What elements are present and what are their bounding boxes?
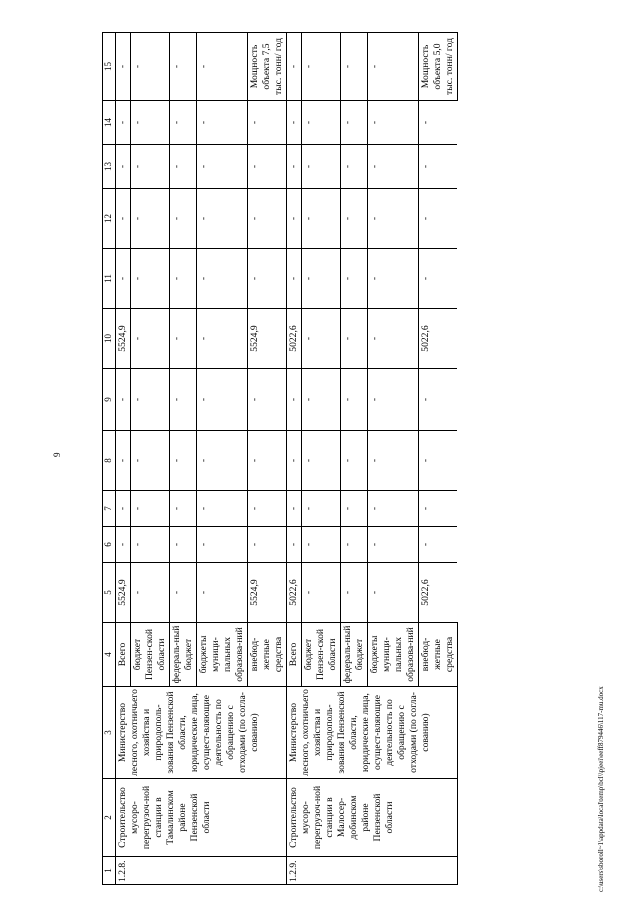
column-number: 9 [103,369,116,431]
amount-cell: - [116,431,131,491]
amount-cell: - [301,101,340,145]
amount-cell: - [418,189,457,249]
column-number: 14 [103,101,116,145]
column-number: 5 [103,563,116,623]
column-number: 12 [103,189,116,249]
funding-source: бюджеты муници-пальных образова-ний [196,623,247,687]
amount-cell: - [130,431,169,491]
amount-cell: - [169,309,196,369]
column-number: 11 [103,249,116,309]
amount-cell: - [301,491,340,527]
target-indicator: - [286,33,301,101]
amount-cell: - [301,563,340,623]
amount-cell: - [340,101,367,145]
amount-cell: 5524,9 [247,309,286,369]
amount-cell: - [418,431,457,491]
amount-cell: - [367,309,418,369]
amount-cell: - [247,189,286,249]
amount-cell: 5524,9 [116,309,131,369]
column-number: 3 [103,687,116,779]
amount-cell: - [247,145,286,189]
amount-cell: 5022,6 [418,563,457,623]
amount-cell: - [116,369,131,431]
activity-number: 1.2.9. [286,857,457,885]
funding-source: внебюд-жетные средства [247,623,286,687]
program-activities-table [102,32,458,885]
target-indicator: - [130,33,169,101]
column-number: 15 [103,33,116,101]
column-number: 7 [103,491,116,527]
target-indicator: - [116,33,131,101]
amount-cell: - [340,491,367,527]
column-number: 6 [103,527,116,563]
amount-cell: - [367,189,418,249]
column-number-row [103,33,116,885]
funding-source: Всего [116,623,131,687]
funding-source: бюджет Пензен-ской области [301,623,340,687]
amount-cell: - [340,145,367,189]
amount-cell: - [301,431,340,491]
amount-cell: - [367,145,418,189]
column-number: 1 [103,857,116,885]
amount-cell: - [130,249,169,309]
amount-cell: - [301,369,340,431]
amount-cell: - [196,491,247,527]
amount-cell: - [367,491,418,527]
amount-cell: - [169,491,196,527]
amount-cell: - [367,527,418,563]
funding-source: федераль-ный бюджет [340,623,367,687]
amount-cell: - [418,527,457,563]
activity-name: Строительство мусоро-перегрузоч-ной станции в Тамалинском районе Пензенской области [116,779,287,857]
amount-cell: - [169,369,196,431]
amount-cell: - [418,369,457,431]
funding-source: бюджет Пензен-ской области [130,623,169,687]
amount-cell: - [116,145,131,189]
amount-cell: - [130,189,169,249]
amount-cell: - [130,309,169,369]
amount-cell: - [286,527,301,563]
amount-cell: - [130,369,169,431]
amount-cell: - [301,145,340,189]
amount-cell: - [130,101,169,145]
amount-cell: - [116,249,131,309]
amount-cell: 5524,9 [116,563,131,623]
amount-cell: - [116,491,131,527]
file-path-footer: c:\users\sboroll~1\appdata\local\temp\bcl\\pjeei\eeff879446\117-mu.docx [597,686,605,892]
amount-cell: - [367,431,418,491]
amount-cell: - [196,527,247,563]
amount-cell: - [418,101,457,145]
amount-cell: - [116,189,131,249]
funding-source: Всего [286,623,301,687]
amount-cell: - [130,527,169,563]
amount-cell: - [340,431,367,491]
amount-cell: - [340,249,367,309]
amount-cell: - [340,563,367,623]
column-number: 2 [103,779,116,857]
amount-cell: - [301,527,340,563]
funding-source: внебюд-жетные средства [418,623,457,687]
table-row [116,33,131,885]
column-number: 10 [103,309,116,369]
column-number: 8 [103,431,116,491]
amount-cell: - [286,101,301,145]
amount-cell: - [301,189,340,249]
amount-cell: - [286,145,301,189]
amount-cell: - [367,369,418,431]
amount-cell: - [286,249,301,309]
amount-cell: - [196,249,247,309]
amount-cell: - [247,491,286,527]
amount-cell: - [247,101,286,145]
amount-cell: - [340,527,367,563]
amount-cell: - [130,491,169,527]
amount-cell: - [367,249,418,309]
amount-cell: - [247,249,286,309]
amount-cell: - [367,101,418,145]
amount-cell: - [340,309,367,369]
amount-cell: - [196,431,247,491]
table-body [103,33,458,885]
capacity-indicator: Мощность объекта 7,5 тыс. тонн/ год [247,33,286,101]
amount-cell: - [169,249,196,309]
amount-cell: - [169,527,196,563]
capacity-indicator: Мощность объекта 5,0 тыс. тонн/ год [418,33,457,101]
amount-cell: 5524,9 [247,563,286,623]
amount-cell: - [196,369,247,431]
amount-cell: - [247,431,286,491]
amount-cell: - [116,527,131,563]
funding-source: бюджеты муници-пальных образова-ний [367,623,418,687]
amount-cell: - [340,189,367,249]
column-number: 4 [103,623,116,687]
amount-cell: 5022,6 [418,309,457,369]
activity-number: 1.2.8. [116,857,287,885]
table-row [286,33,301,885]
amount-cell: - [286,189,301,249]
amount-cell: - [196,145,247,189]
amount-cell: - [169,145,196,189]
amount-cell: - [169,101,196,145]
target-indicator: - [301,33,340,101]
amount-cell: - [169,189,196,249]
column-number: 13 [103,145,116,189]
amount-cell: - [301,309,340,369]
amount-cell: - [196,189,247,249]
target-indicator: - [367,33,418,101]
funding-source: федераль-ный бюджет [169,623,196,687]
amount-cell: - [418,249,457,309]
target-indicator: - [340,33,367,101]
amount-cell: - [196,101,247,145]
amount-cell: - [418,145,457,189]
amount-cell: - [286,431,301,491]
page-number: 9 [52,452,62,457]
amount-cell: - [301,249,340,309]
amount-cell: 5022,6 [286,309,301,369]
amount-cell: - [367,563,418,623]
activity-name: Строительство мусоро-перегрузоч-ной станции в Малосер-добинском районе Пензенской области [286,779,457,857]
amount-cell: - [130,145,169,189]
amount-cell: - [247,369,286,431]
target-indicator: - [169,33,196,101]
responsible-executor: Министерство лесного, охотничьего хозяйства и природополь-зования Пензенской области, юридические лица, осущест-вляющие деятельность по обращению с отходами (по согла-сованию) [116,687,287,779]
rotated-page-content [102,33,636,885]
amount-cell: - [196,309,247,369]
amount-cell: - [340,369,367,431]
amount-cell: - [418,491,457,527]
responsible-executor: Министерство лесного, охотничьего хозяйства и природополь-зования Пензенской области, юридические лица, осущест-вляющие деятельность по обращению с отходами (по согла-сованию) [286,687,457,779]
amount-cell: - [130,563,169,623]
amount-cell: - [286,491,301,527]
amount-cell: - [196,563,247,623]
amount-cell: 5022,6 [286,563,301,623]
amount-cell: - [169,431,196,491]
amount-cell: - [169,563,196,623]
amount-cell: - [247,527,286,563]
target-indicator: - [196,33,247,101]
amount-cell: - [116,101,131,145]
amount-cell: - [286,369,301,431]
